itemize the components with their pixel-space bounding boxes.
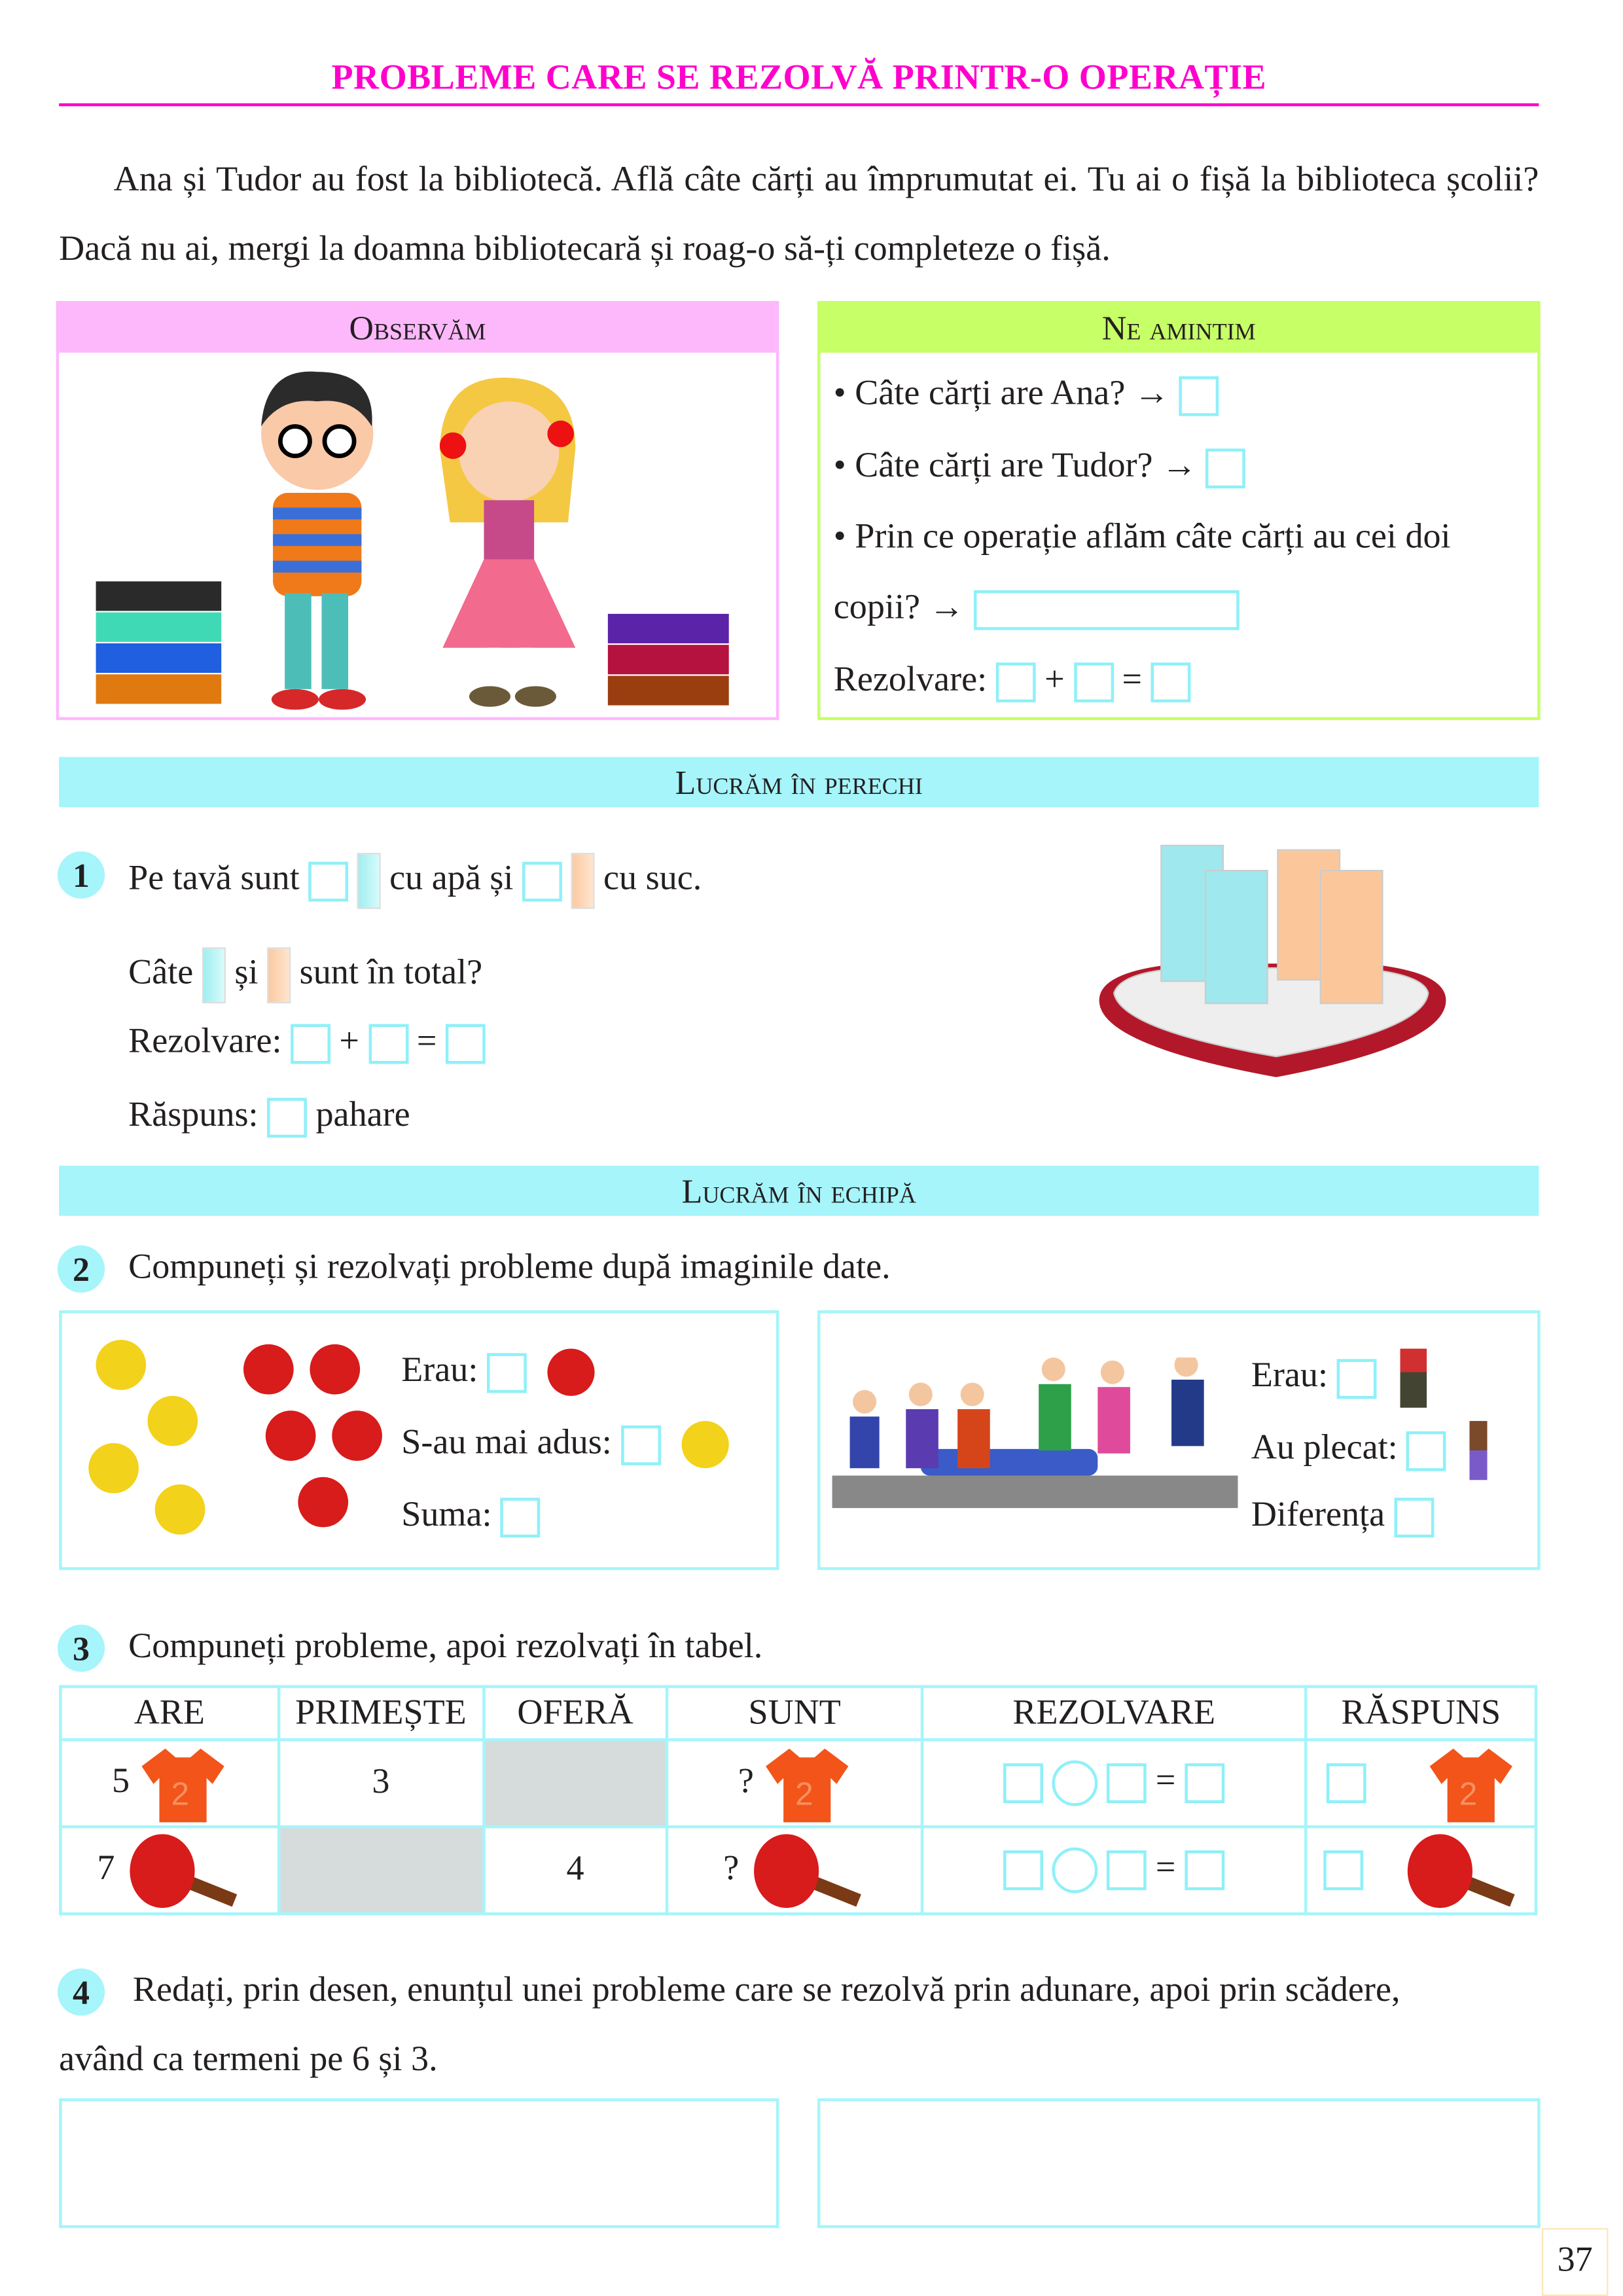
svg-text:2: 2 (1459, 1774, 1478, 1812)
ex1-text-c: cu suc. (603, 859, 702, 898)
col-ofera: OFERĂ (483, 1687, 667, 1740)
operator-circle[interactable] (1052, 1848, 1098, 1893)
ex1-text-a: Pe tavă sunt (128, 859, 300, 898)
shirt-icon (762, 1742, 851, 1824)
ex1-raspuns-box[interactable] (267, 1098, 307, 1138)
cell-raspuns (1306, 1740, 1536, 1827)
rez-box-1[interactable] (1004, 1763, 1044, 1803)
answer-box-tudor[interactable] (1206, 448, 1246, 488)
rezolvare-label: Rezolvare: (833, 661, 988, 700)
ping-pong-paddle-icon (124, 1829, 241, 1911)
lucram-in-perechi-header: Lucrăm în perechi (59, 757, 1539, 808)
cell-rezolvare (922, 1740, 1306, 1827)
ex1-box-water[interactable] (308, 861, 348, 901)
raspuns-box[interactable] (1327, 1763, 1366, 1803)
answer-box-operation[interactable] (973, 590, 1239, 630)
ping-pong-paddle-icon (748, 1829, 866, 1911)
yellow-apple-icon (681, 1422, 728, 1469)
exercise-number-3: 3 (58, 1624, 105, 1672)
rez-box-2[interactable] (1107, 1850, 1147, 1890)
observam-header: Observăm (59, 304, 776, 352)
equals-sign: = (1122, 661, 1143, 700)
boy-icon (261, 372, 373, 710)
observam-panel (56, 301, 779, 720)
ex2-people-box (817, 1310, 1541, 1570)
equals-sign: = (416, 1022, 437, 1061)
apples-illustration (77, 1328, 386, 1549)
ne-amintim-header: Ne amintim (821, 304, 1538, 352)
book-stack-left-icon (96, 581, 222, 704)
exercise-number-4: 4 (58, 1969, 105, 2016)
cell-raspuns (1306, 1827, 1536, 1914)
ex1-rez-box-2[interactable] (368, 1024, 408, 1064)
col-are: ARE (60, 1687, 278, 1740)
erau-label: Erau: (1251, 1357, 1329, 1395)
cell-primeste-grey (278, 1827, 483, 1914)
ex1-rez-box-result[interactable] (446, 1024, 486, 1064)
cell-ofera: 4 (483, 1827, 667, 1914)
juice-glass-icon (571, 853, 594, 909)
cell-ofera-grey (483, 1740, 667, 1827)
intro-paragraph (59, 146, 1539, 285)
title-underline (59, 103, 1539, 107)
red-apple-icon (547, 1350, 594, 1397)
equals-sign: = (1155, 1848, 1176, 1888)
rez-box-2[interactable] (1107, 1763, 1147, 1803)
ex4-line-2: având ca termeni pe 6 și 3. (59, 2040, 438, 2079)
question-operation: • Prin ce operație aflăm câte cărți au cei doi (833, 518, 1451, 556)
ex1-text-f: sunt în total? (299, 954, 483, 993)
girl-icon (440, 378, 575, 707)
ex1-rezolvare-label: Rezolvare: (128, 1022, 282, 1061)
ex1-pahare-label: pahare (315, 1096, 410, 1135)
children-with-books-illustration (88, 360, 753, 714)
plus-sign: + (1044, 661, 1065, 700)
exercise-number-1: 1 (58, 852, 105, 899)
col-primeste: PRIMEȘTE (278, 1687, 483, 1740)
erau-box[interactable] (1337, 1358, 1377, 1398)
col-raspuns: RĂSPUNS (1306, 1687, 1536, 1740)
people-on-bench-illustration (832, 1357, 1238, 1520)
ex2-apples-box (59, 1310, 779, 1570)
cell-sunt (668, 1740, 922, 1827)
seated-person-icon (1400, 1349, 1427, 1408)
ex4-line-1: Redați, prin desen, enunțul unei probleme care se rezolvă prin adunare, apoi prin scădere, (132, 1971, 1400, 2010)
ex1-rez-box-1[interactable] (291, 1024, 330, 1064)
svg-text:2: 2 (171, 1774, 189, 1812)
suma-label: Suma: (401, 1496, 492, 1535)
drawing-box-addition[interactable] (59, 2098, 779, 2228)
page-number: 37 (1542, 2228, 1608, 2296)
book-stack-right-icon (608, 614, 729, 706)
cell-primeste: 3 (278, 1740, 483, 1827)
equals-sign: = (1155, 1761, 1176, 1801)
answer-box-ana[interactable] (1179, 376, 1219, 416)
ex3-instruction: Compuneți probleme, apoi rezolvați în tabel. (128, 1627, 763, 1666)
svg-text:2: 2 (794, 1774, 813, 1812)
shirt-icon (139, 1742, 227, 1824)
ex1-box-juice[interactable] (522, 861, 562, 901)
rez-box-2[interactable] (1073, 662, 1113, 702)
rez-box-result[interactable] (1185, 1850, 1224, 1890)
cell-are (60, 1827, 278, 1914)
question-tudor: • Câte cărți are Tudor? → (833, 447, 1198, 486)
walking-person-icon (1470, 1421, 1488, 1480)
col-rezolvare: REZOLVARE (922, 1687, 1306, 1740)
cell-are (60, 1740, 278, 1827)
sunt-value: ? (738, 1761, 754, 1801)
rez-box-1[interactable] (996, 662, 1036, 702)
ne-amintim-panel (817, 301, 1541, 720)
water-glass-icon (357, 853, 381, 909)
intro-text: Ana și Tudor au fost la bibliotecă. Află câte cărți au împrumutat ei. Tu ai o fișă la biblioteca școlii? Dacă nu ai, mergi la doamna bibliotecară și roag-o să-ți completeze o fișă. (59, 160, 1539, 269)
adus-box[interactable] (620, 1426, 660, 1465)
erau-box[interactable] (487, 1353, 527, 1393)
suma-box[interactable] (501, 1498, 541, 1537)
table-row (60, 1740, 1535, 1827)
ex2-instruction: Compuneți și rezolvați probleme după imaginile date. (128, 1248, 891, 1287)
sunt-value: ? (723, 1848, 740, 1888)
drawing-box-subtraction[interactable] (817, 2098, 1541, 2228)
rez-box-result[interactable] (1151, 662, 1191, 702)
tray-with-glasses-illustration (1092, 838, 1453, 1089)
table-header-row (60, 1687, 1535, 1740)
plus-sign: + (339, 1022, 359, 1061)
are-value: 7 (97, 1848, 115, 1888)
col-sunt: SUNT (668, 1687, 922, 1740)
water-glass-icon (202, 947, 226, 1003)
juice-glass-icon (267, 947, 291, 1003)
diferenta-label: Diferența (1251, 1496, 1385, 1535)
cell-rezolvare (922, 1827, 1306, 1914)
shirt-icon (1427, 1742, 1515, 1824)
ex1-text-b: cu apă și (389, 859, 514, 898)
ex1-raspuns-label: Răspuns: (128, 1096, 259, 1135)
rez-box-1[interactable] (1004, 1850, 1044, 1890)
rez-box-result[interactable] (1185, 1763, 1224, 1803)
question-ana: • Câte cărți are Ana? → (833, 374, 1169, 414)
ex1-text-d: Câte (128, 954, 194, 993)
erau-label: Erau: (401, 1352, 478, 1390)
ex1-text-e: și (234, 954, 259, 993)
table-row (60, 1827, 1535, 1914)
page-title: PROBLEME CARE SE REZOLVĂ PRINTR-O OPERAȚIE (331, 59, 1267, 98)
lucram-in-echipa-header: Lucrăm în echipă (59, 1166, 1539, 1216)
operator-circle[interactable] (1052, 1761, 1098, 1806)
are-value: 5 (111, 1761, 130, 1801)
ping-pong-paddle-icon (1401, 1829, 1519, 1911)
diferenta-box[interactable] (1394, 1498, 1434, 1537)
problem-table (59, 1685, 1537, 1916)
exercise-number-2: 2 (58, 1246, 105, 1293)
question-operation-cont: copii? → (833, 588, 965, 628)
plecat-box[interactable] (1406, 1431, 1446, 1471)
adus-label: S-au mai adus: (401, 1424, 612, 1463)
cell-sunt (668, 1827, 922, 1914)
plecat-label: Au plecat: (1251, 1429, 1398, 1468)
raspuns-box[interactable] (1323, 1850, 1363, 1890)
